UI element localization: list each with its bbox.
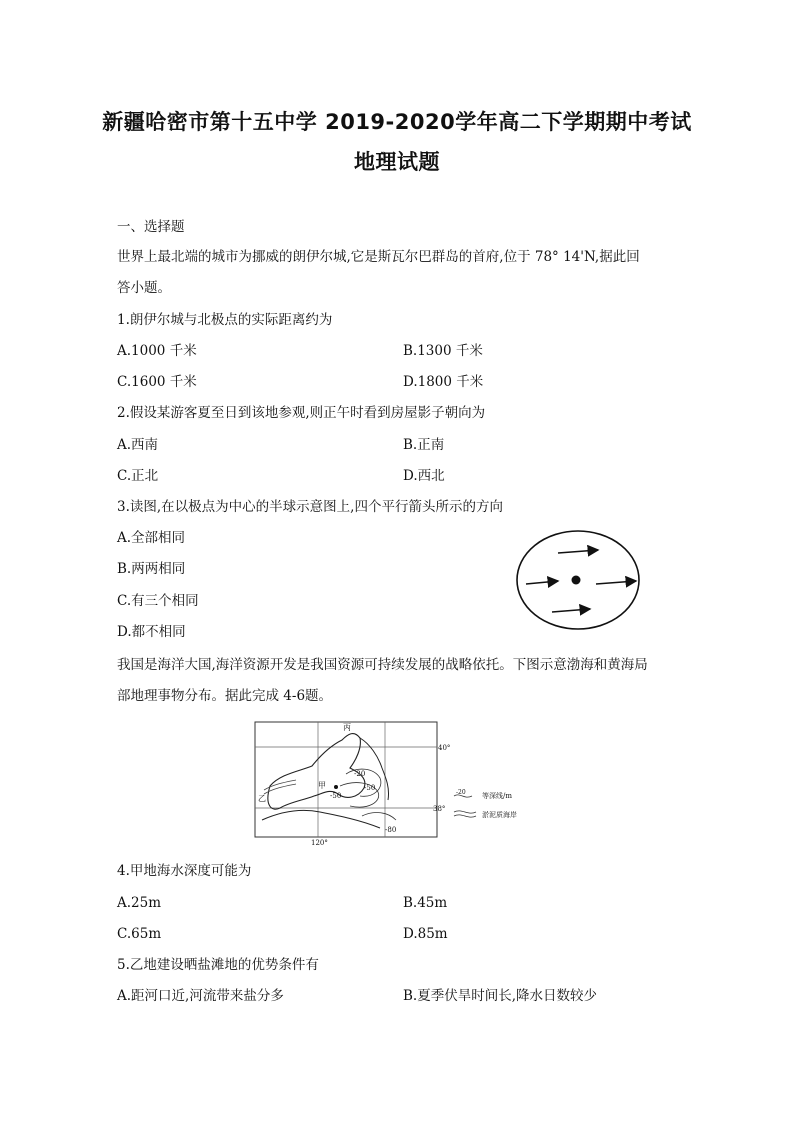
q1-stem: 1.朗伊尔城与北极点的实际距离约为 — [117, 312, 333, 328]
label-yi: 乙 — [258, 794, 266, 803]
q2-option-b: B.正南 — [403, 437, 445, 453]
doc-title-line2: 地理试题 — [354, 150, 440, 174]
label-jia: 甲 — [318, 781, 326, 790]
label-c80: -80 — [385, 826, 397, 834]
q1-option-c: C.1600 千米 — [117, 374, 197, 390]
q2-option-a: A.西南 — [117, 437, 159, 453]
q1-option-b: B.1300 千米 — [403, 343, 483, 359]
map-frame — [255, 722, 437, 837]
q4-option-c: C.65m — [117, 926, 162, 942]
jia-point — [334, 785, 338, 789]
bohai-yellow-sea-map — [250, 716, 550, 846]
q2-stem: 2.假设某游客夏至日到该地参观,则正午时看到房屋影子朝向为 — [117, 405, 486, 421]
arrow-left — [526, 581, 558, 584]
label-lat40: 40° — [438, 744, 451, 752]
q4-stem: 4.甲地海水深度可能为 — [117, 863, 252, 879]
q3-option-a: A.全部相同 — [117, 530, 186, 546]
intro1-line2: 答小题。 — [117, 280, 171, 296]
q4-option-a: A.25m — [117, 895, 162, 911]
q2-option-c: C.正北 — [117, 468, 159, 484]
arrow-bottom — [552, 609, 590, 612]
section-heading: 一、选择题 — [117, 219, 185, 235]
legend-muddy-label: 淤泥质海岸 — [482, 811, 517, 819]
q2-option-d: D.西北 — [403, 468, 445, 484]
q3-option-d: D.都不相同 — [117, 624, 186, 640]
intro1-line1: 世界上最北端的城市为挪威的朗伊尔城,它是斯瓦尔巴群岛的首府,位于 78° 14'N,据此回 — [117, 249, 640, 265]
pole-point — [572, 576, 581, 585]
q3-option-b: B.两两相同 — [117, 561, 186, 577]
q5-option-a: A.距河口近,河流带来盐分多 — [117, 988, 284, 1004]
legend-isobath-value: -20 — [456, 789, 466, 796]
label-c50a: -50 — [330, 792, 342, 800]
doc-title-line1: 新疆哈密市第十五中学 2019-2020学年高二下学期期中考试 — [102, 110, 692, 134]
q3-stem: 3.读图,在以极点为中心的半球示意图上,四个平行箭头所示的方向 — [117, 499, 503, 515]
legend-isobath-label: 等深线/m — [482, 792, 512, 800]
intro2-line2: 部地理事物分布。据此完成 4-6题。 — [117, 688, 333, 704]
coastline-shandong — [262, 810, 380, 828]
arrow-top — [558, 550, 598, 553]
q5-stem: 5.乙地建设晒盐滩地的优势条件有 — [117, 957, 319, 973]
arrow-right — [596, 581, 636, 584]
isobath-80 — [362, 813, 396, 820]
label-lat38: 38° — [433, 805, 446, 813]
label-c20: -20 — [354, 770, 366, 778]
q4-option-b: B.45m — [403, 895, 448, 911]
q1-option-d: D.1800 千米 — [403, 374, 484, 390]
q3-option-c: C.有三个相同 — [117, 593, 199, 609]
q4-option-d: D.85m — [403, 926, 448, 942]
label-bing: 丙 — [343, 723, 351, 732]
polar-hemisphere-diagram — [514, 528, 644, 632]
legend-muddy-symbol-2 — [454, 815, 476, 817]
q5-option-b: B.夏季伏旱时间长,降水日数较少 — [403, 988, 598, 1004]
intro2-line1: 我国是海洋大国,海洋资源开发是我国资源可持续发展的战略依托。下图示意渤海和黄海局 — [117, 657, 648, 673]
label-c50b: -50 — [364, 784, 376, 792]
label-lon120: 120° — [311, 839, 328, 846]
legend-muddy-symbol-1 — [454, 811, 476, 813]
q1-option-a: A.1000 千米 — [117, 343, 197, 359]
